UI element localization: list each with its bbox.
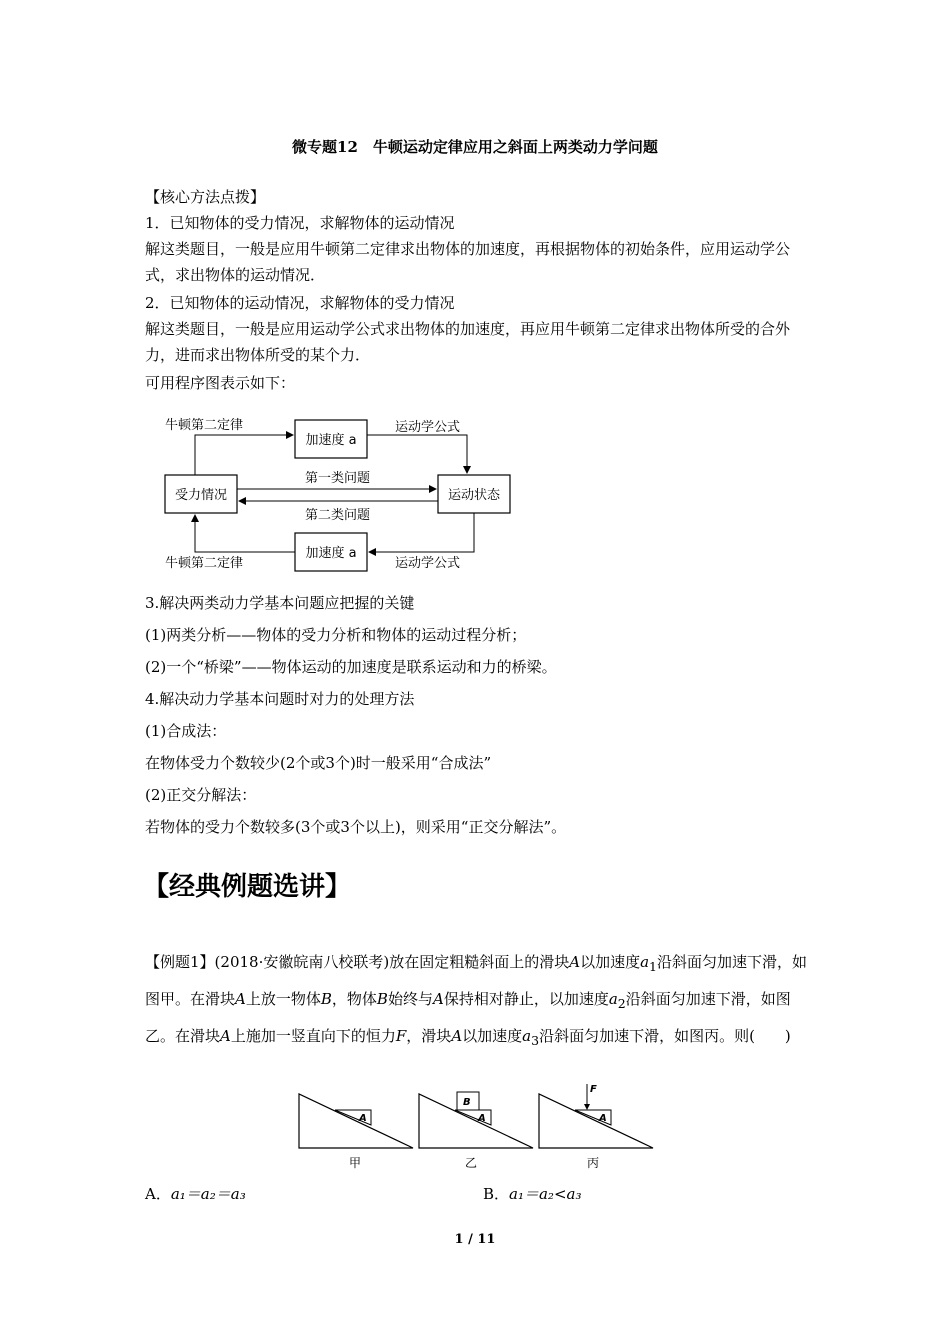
arrow-force-to-top [195,435,293,475]
bottom-box-label: 加速度 a [305,546,357,561]
page-title: 微专题12 牛顿运动定律应用之斜面上两类动力学问题 [292,138,658,156]
paragraph-12: (2)正交分解法： [145,786,257,804]
paragraph-11: 在物体受力个数较少(2个或3个)时一般采用“合成法” [145,754,492,772]
paragraph-7: (1)两类分析——物体的受力分析和物体的运动过程分析； [145,626,527,644]
top-right-label: 运动学公式 [395,420,461,435]
fig2-label-b: B [463,1097,471,1108]
flow-diagram [155,405,525,580]
section-title: 【经典例题选讲】 [143,872,352,902]
figure-jia [299,1094,413,1170]
option-a: A．a₁＝a₂＝a₃ [145,1185,246,1203]
figure-yi [419,1092,533,1170]
core-method-heading: 【核心方法点拨】 [145,188,266,206]
top-left-label: 牛顿第二定律 [165,418,244,433]
fig3-label-f: F [590,1084,597,1095]
fig1-label-a: A [359,1113,367,1124]
paragraph-2: 解这类题目，一般是应用牛顿第二定律求出物体的加速度，再根据物体的初始条件，应用运动学公式，求出物体的运动情况． [145,240,791,284]
option-b: B．a₁＝a₂<a₃ [483,1185,582,1203]
page-number: 1 / 11 [454,1232,496,1247]
paragraph-1: 1．已知物体的受力情况，求解物体的运动情况 [145,214,455,232]
caption-bing: 丙 [587,1156,600,1170]
paragraph-5: 可用程序图表示如下： [145,374,296,392]
paragraph-3: 2．已知物体的运动情况，求解物体的受力情况 [145,294,455,312]
paragraph-8: (2)一个“桥梁”——物体运动的加速度是联系运动和力的桥梁。 [145,658,557,676]
example-source: (2018·安徽皖南八校联考) [214,953,390,971]
caption-yi: 乙 [465,1156,478,1170]
figure-bing [539,1084,653,1170]
paragraph-9: 4.解决动力学基本问题时对力的处理方法 [145,690,415,708]
incline-figures [295,1080,665,1175]
paragraph-10: (1)合成法： [145,722,227,740]
mid-bottom-label: 第二类问题 [305,508,371,523]
bottom-right-label: 运动学公式 [395,556,461,571]
motion-box-label: 运动状态 [447,488,501,503]
example-label: 【例题1】 [145,953,215,971]
arrow-bottom-to-force [195,515,295,552]
paragraph-13: 若物体的受力个数较多(3个或3个以上)，则采用“正交分解法”。 [145,818,567,836]
top-box-label: 加速度 a [305,433,357,448]
force-box-label: 受力情况 [174,488,228,503]
mid-top-label: 第一类问题 [305,471,371,486]
arrow-motion-to-bottom [369,513,474,552]
bottom-left-label: 牛顿第二定律 [165,556,244,571]
example-1-text: 【例题1】(2018·安徽皖南八校联考)放在固定粗糙斜面上的滑块A以加速度$a_1$沿斜面匀加速下滑，如图甲。在滑块A上放一物体B，物体B始终与A保持相对静止，以加速度$a_2$沿斜面匀加速下滑，如图乙。在滑块A上施加一竖直向下的恒力F，滑块A以加速度$a_3$沿斜面匀加速下滑，如图丙。则( ) [145,953,807,1048]
paragraph-4: 解这类题目，一般是应用运动学公式求出物体的加速度，再应用牛顿第二定律求出物体所受的合外力，进而求出物体所受的某个力． [145,320,791,364]
arrow-top-to-motion [367,435,467,473]
caption-jia: 甲 [349,1156,362,1170]
fig3-label-a: A [599,1113,607,1124]
paragraph-6: 3.解决两类动力学基本问题应把握的关键 [145,594,415,612]
fig2-label-a: A [478,1113,486,1124]
